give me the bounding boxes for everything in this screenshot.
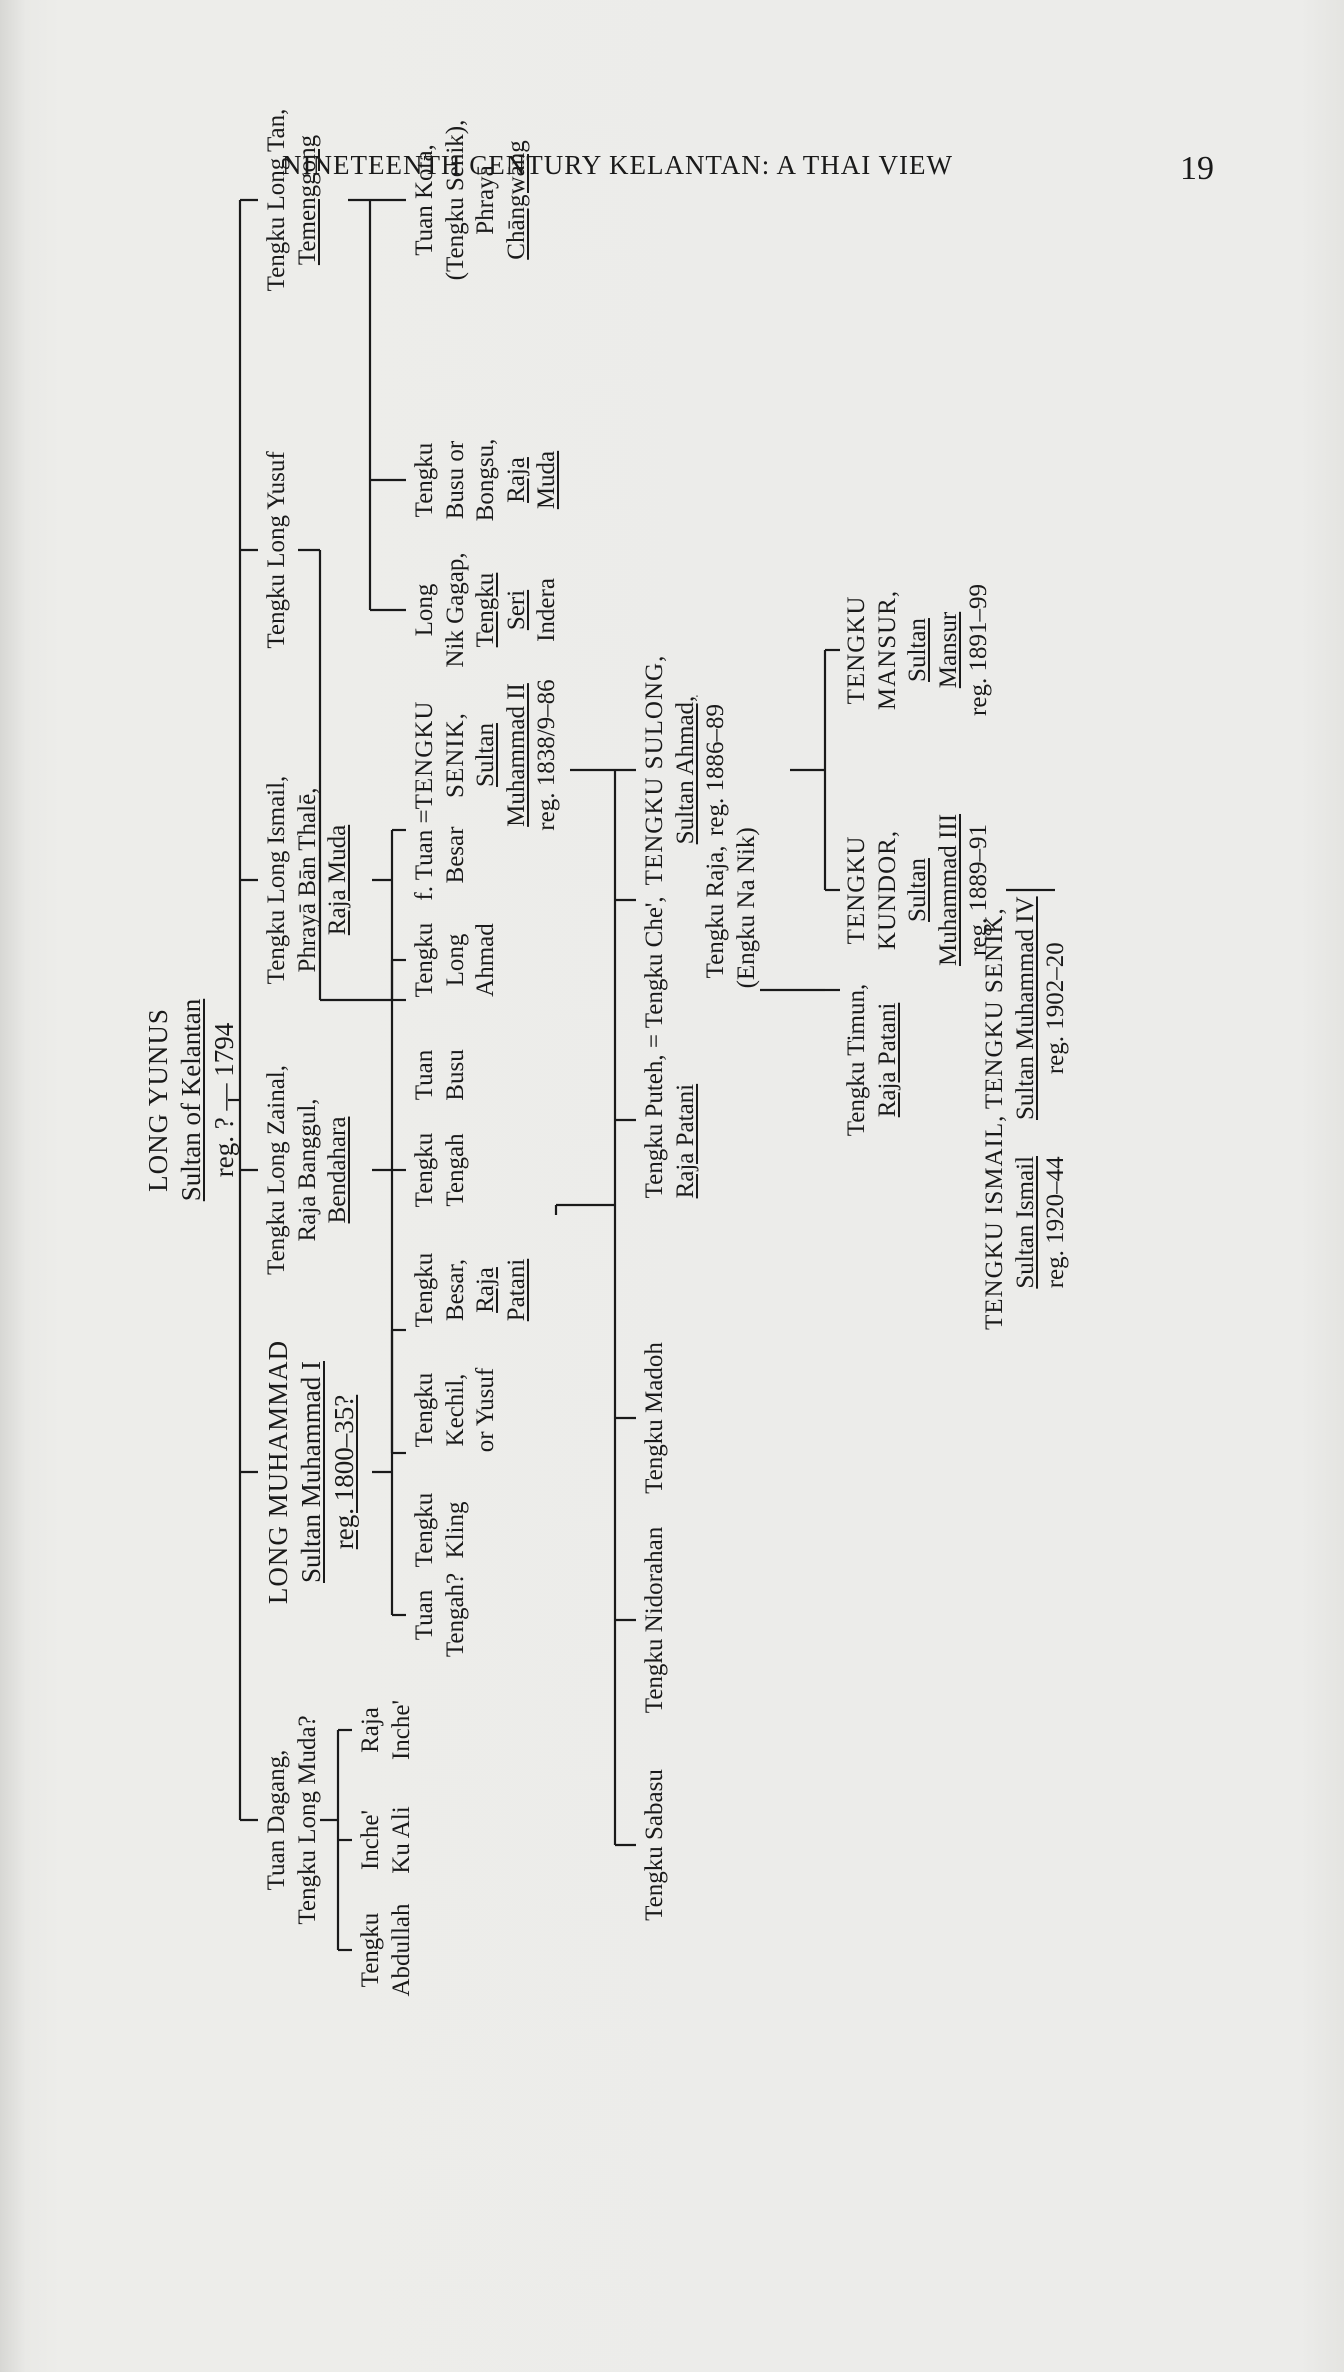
- node-long-yusuf: Tengku Long Yusuf: [263, 451, 290, 649]
- node-tengku-puteh: Tengku Puteh, = Tengku Che', Raja Patani Tengku Raja, (Engku Na Nik): [641, 827, 760, 1199]
- node-long-yunus: LONG YUNUS Sultan of Kelantan reg. ? — 1794: [143, 998, 239, 1202]
- node-tengku-kechil: Tengku Kechil, or Yusuf: [411, 1367, 499, 1453]
- node-tengku-sabasu: Tengku Sabasu: [641, 1769, 668, 1921]
- node-tengku-nidorahan: Tengku Nidorahan: [641, 1526, 668, 1714]
- running-head: NINETEENTH CENTURY KELANTAN: A THAI VIEW: [282, 150, 954, 180]
- node-long-muhammad: LONG MUHAMMAD Sultan Muhammad I reg. 1800–35?: [263, 1339, 359, 1605]
- node-long-ismail: Tengku Long Ismail, Phrayā Bān Thalē, Raja Muda: [263, 775, 351, 985]
- node-tuan-kota: Tuan Kota, (Tengku Senik), Phrayā Chāngwāng: [411, 119, 530, 281]
- node-tengku-ismail: TENGKU ISMAIL, Sultan Ismail reg. 1920–44: [981, 1114, 1069, 1330]
- node-tuan-busu: Tuan Busu: [411, 1049, 469, 1101]
- node-tengku-busu-bongsu: Tengku Busu or Bongsu, Raja Muda: [411, 438, 560, 522]
- node-tuan-tengah: Tuan Tengah?: [411, 1572, 469, 1658]
- node-long-ahmad: Tengku Long Ahmad: [411, 922, 499, 998]
- node-tengku-abdullah: Tengku Abdullah: [357, 1903, 415, 1997]
- node-tengku-madoh: Tengku Madoh: [641, 1342, 668, 1494]
- genealogy-tree: [80, 0, 1110, 2060]
- node-tengku-senik-iv: TENGKU SENIK, Sultan Muhammad IV reg. 1902–20: [981, 896, 1069, 1120]
- node-tengku-kundor: TENGKU KUNDOR, Sultan Muhammad III reg. 1889–91: [843, 813, 992, 967]
- node-tengku-sulong: TENGKU SULONG, Sultan Ahmad, reg. 1886–89: [641, 654, 729, 886]
- node-tengku-timun: Tengku Timun, Raja Patani: [843, 983, 901, 1137]
- node-tengku-kling: Tengku Kling: [411, 1492, 469, 1568]
- page-number: 19: [1180, 150, 1214, 187]
- node-nik-gagap: Long Nik Gagap, Tengku Seri Indera: [411, 552, 560, 668]
- node-tengku-senik: TENGKU SENIK, Sultan Muhammad II reg. 1838/9–86: [411, 679, 560, 831]
- node-tengku-tengah: Tengku Tengah: [411, 1132, 469, 1208]
- node-tuan-besar: f. Tuan = Besar: [411, 809, 469, 901]
- node-inche-ku-ali: Inche' Ku Ali: [357, 1806, 415, 1874]
- node-tengku-mansur: TENGKU MANSUR, Sultan Mansur reg. 1891–99: [843, 584, 992, 716]
- node-tuan-dagang: Tuan Dagang, Tengku Long Muda?: [263, 1715, 321, 1925]
- node-tengku-besar: Tengku Besar, Raja Patani: [411, 1252, 530, 1328]
- node-long-tan: Tengku Long Tan, Temenggong: [263, 108, 321, 292]
- node-long-zainal: Tengku Long Zainal, Raja Banggul, Bendahara: [263, 1065, 351, 1275]
- node-raja-inche: Raja Inche': [357, 1699, 415, 1761]
